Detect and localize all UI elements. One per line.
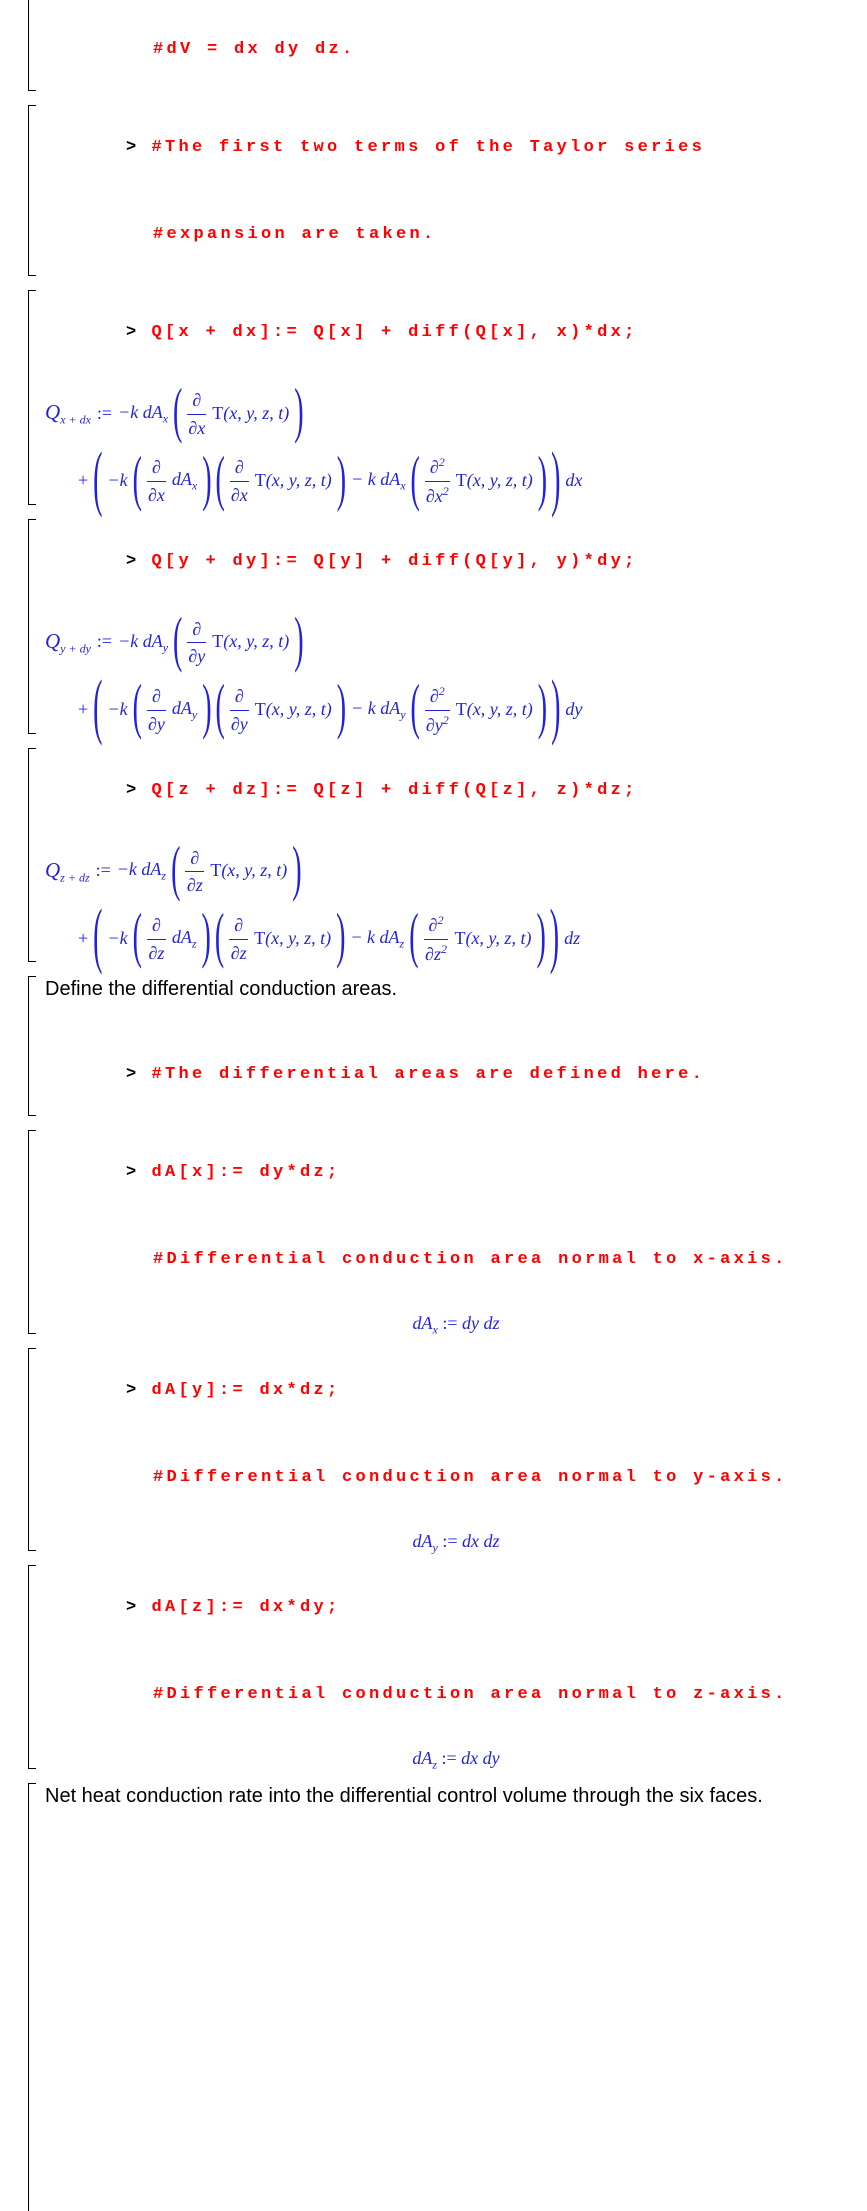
math-rhs: dy dz	[461, 1313, 500, 1334]
input-line[interactable]	[45, 1216, 867, 1303]
execution-group-qy	[28, 518, 867, 749]
right-paren: )	[294, 377, 304, 447]
input-line[interactable]	[45, 1031, 867, 1118]
execution-group-daz	[28, 1564, 867, 1771]
second-partial-fraction: ∂$^2$ $\partial x^2$	[425, 455, 449, 507]
input-code: #dV = dx dy dz.	[153, 40, 356, 59]
prompt: >	[126, 1598, 140, 1618]
temperature-fn: T(x, y, z, t)	[254, 470, 332, 491]
prompt: >	[126, 780, 140, 800]
right-paren: )	[537, 445, 548, 514]
assign-op: :=	[95, 860, 111, 881]
group-bracket	[28, 1348, 36, 1552]
coefficient: −k $dA_x$	[118, 401, 169, 426]
math-output-day	[45, 1531, 867, 1554]
execution-group-day	[28, 1347, 867, 1554]
area-var: $dA_x$	[412, 1313, 438, 1337]
plus-op: +	[78, 927, 89, 948]
right-paren: )	[202, 445, 212, 514]
input-line[interactable]	[45, 104, 867, 191]
execution-group-taylor-comment	[28, 104, 867, 278]
partial-fraction: ∂ ∂x	[188, 390, 206, 438]
partial-fraction: ∂ ∂z	[148, 914, 165, 963]
coefficient: − k $dA_x$	[351, 469, 406, 493]
math-output-daz	[45, 1748, 867, 1771]
math-line	[45, 377, 867, 447]
input-code: #The differential areas are defined here.	[151, 1065, 706, 1085]
right-paren: )	[336, 902, 346, 972]
math-output-dax	[45, 1313, 867, 1336]
text-group-net-heat	[28, 1782, 867, 1811]
math-output-qz	[45, 835, 867, 978]
math-lhs: $Q_{x + dx}$	[45, 400, 91, 427]
left-paren: (	[215, 445, 225, 514]
input-line[interactable]	[45, 191, 867, 278]
right-paren: )	[549, 896, 560, 978]
input-line[interactable]	[45, 1434, 867, 1521]
input-code: #Differential conduction area normal to y-axis.	[153, 1467, 788, 1487]
assign-op: :=	[96, 402, 113, 423]
prompt: >	[126, 1380, 140, 1400]
input-code: #expansion are taken.	[153, 225, 437, 244]
right-paren: )	[336, 445, 347, 514]
second-partial-fraction: ∂$^2$ $\partial z^2$	[425, 912, 447, 964]
coefficient: − k $dA_y$	[351, 698, 406, 722]
left-paren: (	[171, 835, 181, 904]
math-lhs: $Q_{y + dy}$	[45, 629, 91, 656]
input-line[interactable]	[45, 1129, 867, 1216]
group-bracket	[28, 0, 36, 91]
assign-op: :=	[442, 1530, 458, 1551]
input-line[interactable]	[45, 1347, 867, 1434]
differential-var: dz	[564, 927, 581, 948]
input-code: dA[y]:= dx*dz;	[151, 1380, 341, 1400]
differential-var: dx	[565, 470, 583, 491]
assign-op: :=	[442, 1313, 458, 1334]
math-output-qx	[45, 377, 867, 520]
input-code: Q[x + dx]:= Q[x] + diff(Q[x], x)*dx;	[151, 323, 638, 342]
group-bracket	[28, 519, 36, 734]
input-line[interactable]	[45, 6, 867, 93]
assign-op: :=	[441, 1748, 457, 1769]
execution-group-define-areas	[28, 975, 867, 1118]
prompt: >	[126, 138, 140, 157]
left-paren: (	[173, 377, 183, 447]
right-paren: )	[336, 674, 347, 743]
left-paren: (	[173, 606, 183, 675]
coefficient: −k	[107, 927, 128, 948]
right-paren: )	[292, 835, 302, 904]
temperature-fn: T(x, y, z, t)	[212, 631, 290, 652]
input-line[interactable]	[45, 1564, 867, 1651]
right-paren: )	[551, 667, 561, 749]
partial-fraction: ∂ ∂x	[230, 457, 248, 506]
math-lhs: $Q_{z + dz}$	[45, 857, 90, 885]
prompt: >	[126, 1163, 140, 1183]
left-paren: (	[93, 438, 103, 520]
right-paren: )	[201, 902, 211, 972]
input-code: dA[z]:= dx*dy;	[151, 1598, 341, 1618]
math-line	[78, 896, 867, 978]
math-output-qy	[45, 606, 867, 749]
math-line	[78, 438, 867, 520]
group-bracket	[28, 290, 36, 505]
coefficient: −k $dA_y$	[118, 630, 169, 655]
right-paren: )	[536, 902, 546, 972]
math-rhs: dx dy	[461, 1748, 500, 1769]
execution-group-qx	[28, 289, 867, 520]
area-var: $dA_x$	[171, 469, 198, 493]
group-bracket	[28, 748, 36, 963]
input-line[interactable]	[45, 518, 867, 605]
left-paren: (	[93, 667, 103, 749]
input-code: Q[y + dy]:= Q[y] + diff(Q[y], y)*dy;	[151, 551, 638, 571]
execution-group-qz	[28, 747, 867, 978]
left-paren: (	[132, 445, 142, 514]
math-rhs: dx dz	[461, 1530, 500, 1551]
left-paren: (	[409, 902, 419, 972]
partial-fraction: ∂ ∂y	[188, 618, 206, 667]
input-line[interactable]	[45, 289, 867, 376]
coefficient: − k $dA_z$	[350, 926, 405, 951]
input-code: Q[z + dz]:= Q[z] + diff(Q[z], z)*dz;	[151, 780, 638, 800]
temperature-fn: T(x, y, z, t)	[212, 402, 290, 423]
left-paren: (	[132, 674, 142, 743]
math-line	[78, 667, 867, 749]
left-paren: (	[410, 445, 420, 514]
coefficient: −k	[107, 698, 128, 719]
partial-fraction: ∂ ∂z	[230, 914, 247, 963]
partial-fraction: ∂ ∂y	[230, 686, 248, 734]
right-paren: )	[551, 438, 561, 520]
coefficient: −k	[107, 470, 128, 491]
math-line	[45, 606, 867, 675]
plus-op: +	[78, 470, 89, 491]
assign-op: :=	[96, 631, 113, 652]
partial-fraction: ∂ ∂z	[186, 847, 203, 896]
right-paren: )	[537, 674, 548, 743]
prompt: >	[126, 323, 140, 342]
text-paragraph: Define the differential conduction areas.	[45, 978, 398, 1001]
temperature-fn: T(x, y, z, t)	[254, 698, 332, 719]
left-paren: (	[214, 902, 225, 972]
second-partial-fraction: ∂$^2$ $\partial y^2$	[425, 684, 449, 735]
temperature-fn: T(x, y, z, t)	[454, 927, 532, 948]
input-code: #Differential conduction area normal to z-axis.	[153, 1685, 788, 1705]
execution-group-dv-comment	[28, 6, 867, 93]
area-var: $dA_y$	[412, 1530, 438, 1555]
temperature-fn: T(x, y, z, t)	[210, 860, 288, 881]
math-line	[45, 835, 867, 904]
prompt: >	[126, 1065, 140, 1085]
text-paragraph: Net heat conduction rate into the differential control volume through the six faces.	[45, 1785, 763, 1808]
left-paren: (	[410, 674, 420, 743]
group-bracket	[28, 105, 36, 276]
input-code: dA[x]:= dy*dz;	[151, 1163, 341, 1183]
right-paren: )	[294, 606, 304, 675]
input-line[interactable]	[45, 1651, 867, 1738]
differential-var: dy	[565, 698, 583, 719]
area-var: $dA_z$	[412, 1748, 438, 1773]
temperature-fn: T(x, y, z, t)	[455, 470, 533, 491]
left-paren: (	[132, 902, 142, 972]
input-code: #The first two terms of the Taylor series	[151, 138, 706, 157]
temperature-fn: T(x, y, z, t)	[455, 698, 533, 719]
coefficient: −k $dA_z$	[116, 859, 167, 883]
plus-op: +	[78, 698, 89, 719]
prompt: >	[126, 551, 140, 571]
group-bracket	[28, 976, 36, 1116]
group-bracket	[28, 1783, 36, 2211]
partial-fraction: ∂ ∂y	[147, 686, 165, 734]
left-paren: (	[93, 896, 103, 978]
left-paren: (	[215, 674, 225, 743]
area-var: $dA_z$	[171, 926, 197, 951]
group-bracket	[28, 1565, 36, 1769]
input-code: #Differential conduction area normal to x-axis.	[153, 1250, 788, 1270]
execution-group-dax	[28, 1129, 867, 1336]
input-line[interactable]	[45, 747, 867, 834]
group-bracket	[28, 1130, 36, 1334]
temperature-fn: T(x, y, z, t)	[254, 927, 332, 948]
partial-fraction: ∂ ∂x	[147, 457, 165, 506]
area-var: $dA_y$	[171, 698, 198, 722]
right-paren: )	[202, 674, 212, 743]
